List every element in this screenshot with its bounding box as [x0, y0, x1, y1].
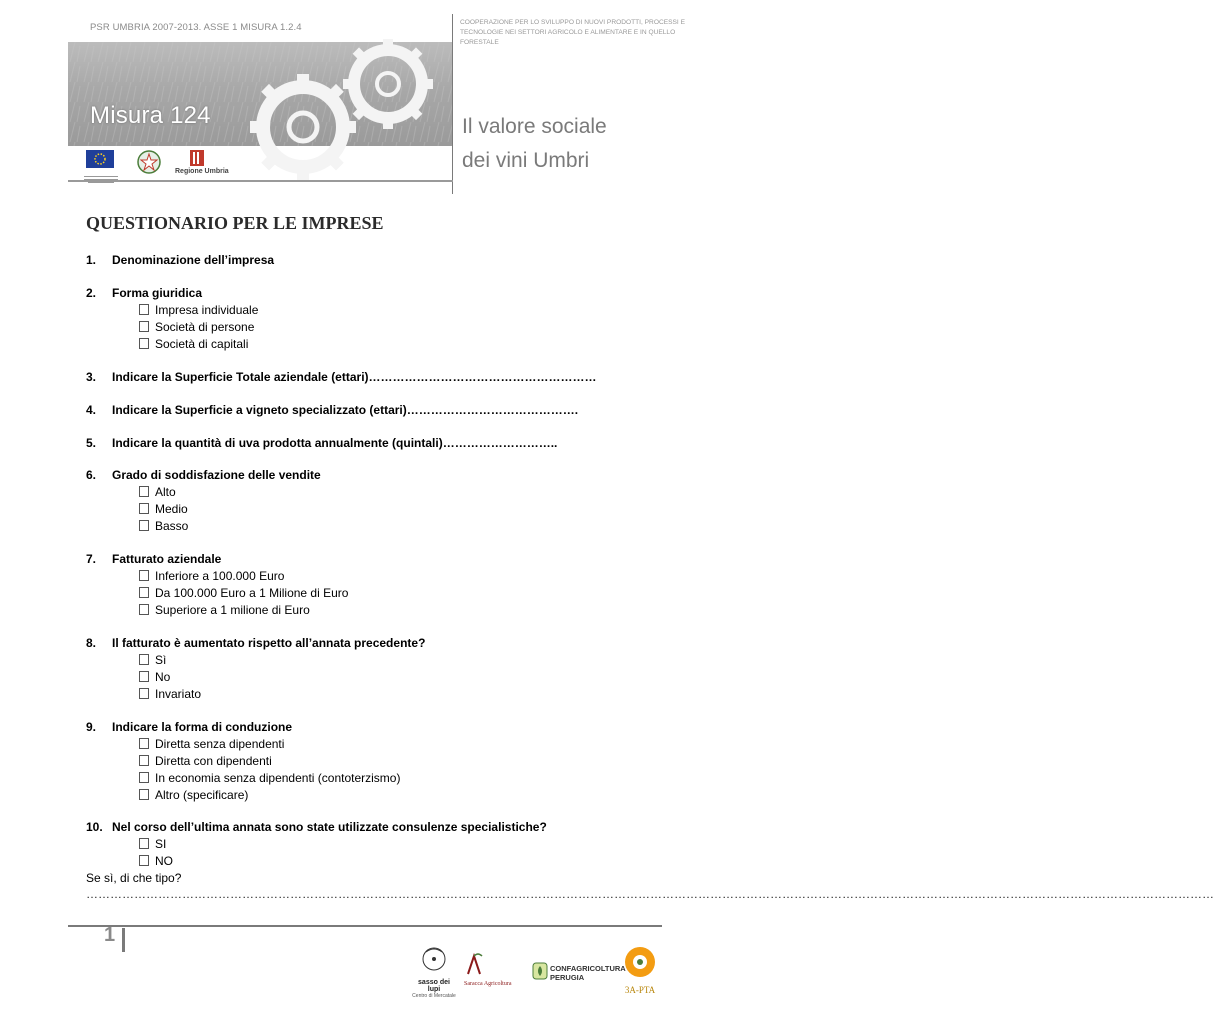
- page-number: 1: [104, 924, 116, 946]
- option-checkbox[interactable]: Società di persone: [139, 320, 254, 334]
- question-2: 2. Forma giuridica: [86, 286, 203, 300]
- question-4[interactable]: 4. Indicare la Superficie a vigneto specializzato (ettari)…………………………………….: [86, 403, 579, 417]
- question-8: 8. Il fatturato è aumentato rispetto all’annata precedente?: [86, 636, 426, 650]
- checkbox-icon: [139, 520, 149, 531]
- checkbox-icon: [139, 789, 149, 800]
- confagricoltura-logo: CONFAGRICOLTURA PERUGIA: [532, 962, 616, 988]
- checkbox-icon: [139, 671, 149, 682]
- question-6: 6. Grado di soddisfazione delle vendite: [86, 468, 321, 482]
- checkbox-icon: [139, 570, 149, 581]
- side-title-line2: dei vini Umbri: [462, 149, 590, 172]
- saracca-agricoltura-logo: Saracca Agricoltura: [464, 952, 526, 988]
- eu-flag-icon: [86, 150, 114, 168]
- option-checkbox[interactable]: Medio: [139, 502, 188, 516]
- checkbox-icon: [139, 755, 149, 766]
- checkbox-icon: [139, 486, 149, 497]
- checkbox-icon: [139, 604, 149, 615]
- sasso-dei-lupi-logo: sasso dei lupi Centro di Mercatale: [412, 944, 456, 990]
- option-checkbox[interactable]: Altro (specificare): [139, 788, 248, 802]
- question-1: 1. Denominazione dell’impresa: [86, 253, 275, 267]
- program-label: PSR UMBRIA 2007-2013. ASSE 1 MISURA 1.2.4: [90, 22, 302, 33]
- option-checkbox[interactable]: Inferiore a 100.000 Euro: [139, 569, 284, 583]
- option-checkbox[interactable]: Diretta con dipendenti: [139, 754, 272, 768]
- option-checkbox[interactable]: SI: [139, 837, 166, 851]
- option-checkbox[interactable]: Basso: [139, 519, 188, 533]
- header-rule: [68, 180, 453, 182]
- option-checkbox[interactable]: In economia senza dipendenti (contoterzismo): [139, 771, 400, 785]
- footer-rule: [68, 925, 662, 927]
- region-logo-label: Regione Umbria: [175, 168, 229, 175]
- page-number-divider: [122, 928, 125, 952]
- checkbox-icon: [139, 321, 149, 332]
- option-checkbox[interactable]: Alto: [139, 485, 176, 499]
- option-checkbox[interactable]: Da 100.000 Euro a 1 Milione di Euro: [139, 586, 348, 600]
- checkbox-icon: [139, 304, 149, 315]
- question-10: 10. Nel corso dell’ultima annata sono state utilizzate consulenze specialistiche?: [86, 820, 547, 834]
- question-9: 9. Indicare la forma di conduzione: [86, 720, 293, 734]
- checkbox-icon: [139, 654, 149, 665]
- questionnaire-title: QUESTIONARIO PER LE IMPRESE: [86, 213, 384, 233]
- checkbox-icon: [139, 838, 149, 849]
- option-checkbox[interactable]: Diretta senza dipendenti: [139, 737, 284, 751]
- option-checkbox[interactable]: No: [139, 670, 170, 684]
- option-checkbox[interactable]: Invariato: [139, 687, 201, 701]
- cooperation-label: COOPERAZIONE PER LO SVILUPPO DI NUOVI PRODOTTI, PROCESSI E TECNOLOGIE NEI SETTORI AGRICOLO E ALIMENTARE E IN QUELLO FORESTALE: [460, 19, 685, 46]
- gear-graphic: [68, 42, 452, 146]
- banner-title: Misura 124: [90, 102, 211, 129]
- republic-emblem-icon: [136, 148, 162, 178]
- checkbox-icon: [139, 503, 149, 514]
- checkbox-icon: [139, 855, 149, 866]
- misura-banner: [68, 42, 452, 146]
- question-5[interactable]: 5. Indicare la quantità di uva prodotta annualmente (quintali)………………………..: [86, 436, 558, 450]
- checkbox-icon: [139, 587, 149, 598]
- side-title-line1: Il valore sociale: [462, 115, 607, 138]
- followup-question: Se sì, di che tipo?: [86, 871, 182, 885]
- option-checkbox[interactable]: Società di capitali: [139, 337, 248, 351]
- checkbox-icon: [139, 772, 149, 783]
- option-checkbox[interactable]: NO: [139, 854, 173, 868]
- question-7: 7. Fatturato aziendale: [86, 552, 222, 566]
- checkbox-icon: [139, 688, 149, 699]
- 3a-pta-logo: 3A-PTA: [622, 944, 658, 992]
- region-logo-icon: [190, 150, 204, 166]
- question-3[interactable]: 3. Indicare la Superficie Totale aziendale (ettari)…………………………………………………: [86, 370, 597, 384]
- checkbox-icon: [139, 738, 149, 749]
- option-checkbox[interactable]: Impresa individuale: [139, 303, 258, 317]
- option-checkbox[interactable]: Superiore a 1 milione di Euro: [139, 603, 310, 617]
- option-checkbox[interactable]: Sì: [139, 653, 166, 667]
- answer-line[interactable]: …………………………………………………………………………………………………………………………………………………………………………………………………………………………………………………………: [86, 887, 1214, 901]
- header-divider: [452, 14, 453, 194]
- eu-caption: [84, 170, 118, 178]
- checkbox-icon: [139, 338, 149, 349]
